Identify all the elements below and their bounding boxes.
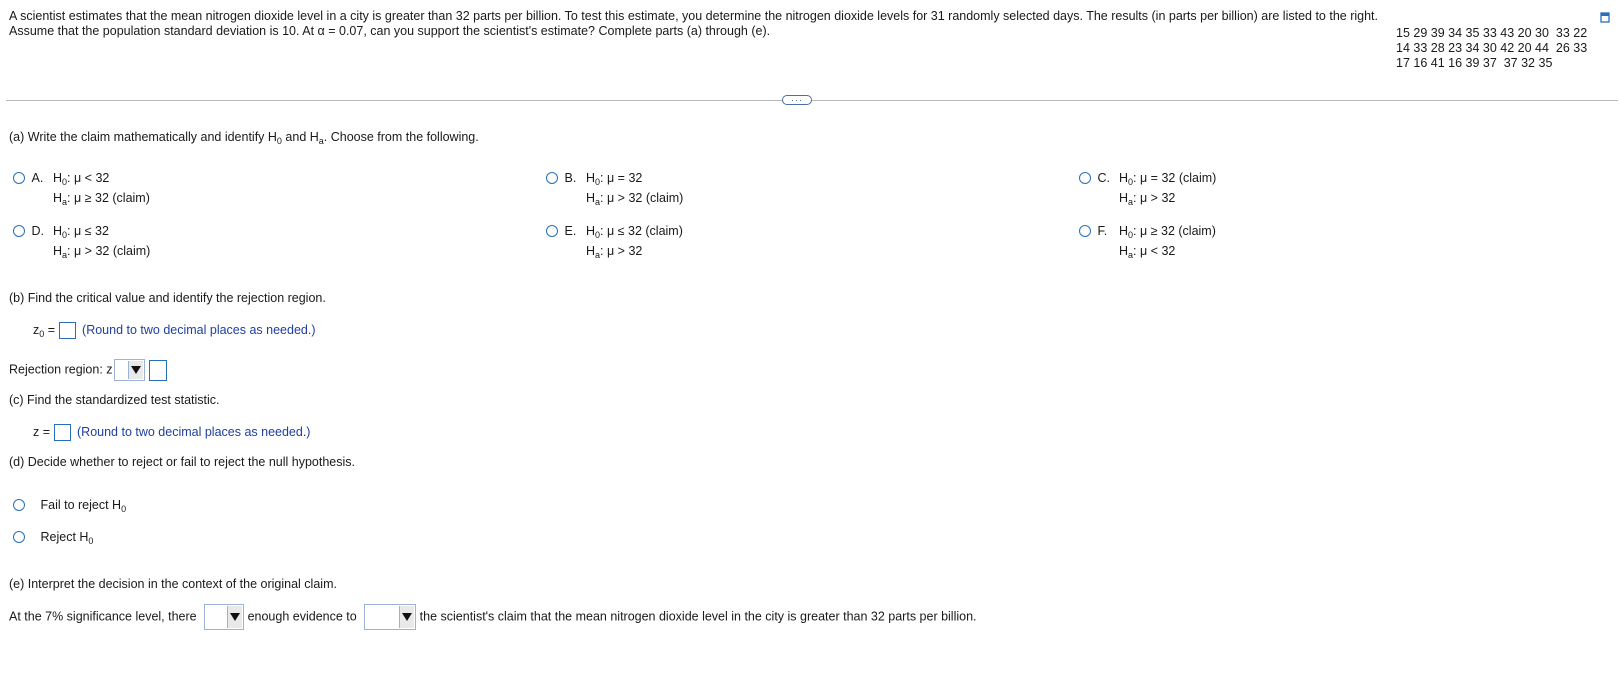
part-d-prompt: (d) Decide whether to reject or fail to reject the null hypothesis. [9, 455, 356, 469]
part-b-prompt: (b) Find the critical value and identify the rejection region. [9, 291, 326, 305]
option-letter: D. [31, 224, 44, 238]
critical-value-row: $z_0$ = (Round to two decimal places as needed.) [33, 322, 316, 339]
test-statistic-row [33, 424, 310, 441]
data-values [1396, 26, 1587, 71]
rejection-region-row [9, 359, 167, 381]
h0-line: $H_0$: μ ≥ 32 (claim) [1119, 224, 1216, 240]
option-d[interactable] [13, 221, 413, 265]
z0-label: $z_0$ [33, 322, 45, 339]
reject-label: Reject $H_0$ [40, 530, 94, 546]
fail-to-reject-label: Fail to reject $H_0$ [40, 498, 127, 514]
rounding-hint: (Round to two decimal places as needed.) [82, 322, 316, 337]
option-f[interactable] [1079, 221, 1479, 265]
chevron-down-icon [399, 606, 414, 628]
interpretation-text-pre: At the 7% significance level, there [9, 609, 197, 624]
evidence-dropdown[interactable] [204, 604, 244, 630]
data-row: 15 29 39 34 35 33 43 20 30 33 22 [1396, 26, 1588, 40]
h0-line: $H_0$: μ < 32 [53, 171, 110, 187]
chevron-down-icon [227, 606, 242, 628]
option-b[interactable] [546, 168, 946, 212]
reject-radio[interactable] [13, 531, 25, 543]
rejection-region-label: Rejection region: z [9, 362, 113, 377]
option-letter: F. [1097, 224, 1108, 238]
rounding-hint: (Round to two decimal places as needed.) [77, 424, 311, 439]
part-e-prompt: (e) Interpret the decision in the context of the original claim. [9, 577, 337, 591]
option-letter: A. [31, 171, 44, 185]
option-b-radio[interactable] [546, 172, 558, 184]
ha-line: $H_a$: μ > 32 [1119, 191, 1176, 207]
option-letter: E. [564, 224, 577, 238]
interpretation-row [9, 604, 977, 630]
rejection-value-input[interactable] [149, 360, 167, 381]
option-a[interactable] [13, 168, 413, 212]
chevron-down-icon [128, 361, 143, 379]
expand-more-button[interactable]: ··· [782, 95, 812, 105]
z-label: z = [33, 424, 51, 439]
option-f-radio[interactable] [1079, 225, 1091, 237]
h0-line: $H_0$: μ ≤ 32 [53, 224, 109, 240]
ha-line: $H_a$: μ > 32 [586, 244, 643, 260]
rejection-operator-dropdown[interactable] [114, 359, 145, 381]
h0-line: $H_0$: μ = 32 [586, 171, 643, 187]
option-a-radio[interactable] [13, 172, 25, 184]
data-row: 14 33 28 23 34 30 42 20 44 26 33 [1396, 41, 1588, 55]
h0-line: $H_0$: μ = 32 (claim) [1119, 171, 1217, 187]
h0-line: $H_0$: μ ≤ 32 (claim) [586, 224, 683, 240]
option-c[interactable] [1079, 168, 1479, 212]
ha-line: $H_a$: μ ≥ 32 (claim) [53, 191, 150, 207]
section-divider [6, 100, 1618, 101]
support-reject-dropdown[interactable] [364, 604, 416, 630]
option-letter: C. [1097, 171, 1110, 185]
decision-option-fail[interactable] [13, 498, 126, 512]
ha-line: $H_a$: μ > 32 (claim) [586, 191, 684, 207]
data-row: 17 16 41 16 39 37 37 32 35 [1396, 56, 1553, 70]
copy-icon[interactable] [1598, 11, 1612, 25]
option-letter: B. [564, 171, 577, 185]
option-e[interactable] [546, 221, 946, 265]
option-c-radio[interactable] [1079, 172, 1091, 184]
critical-value-input[interactable] [59, 322, 76, 339]
problem-statement: A scientist estimates that the mean nitrogen dioxide level in a city is greater than 32 parts per billion. To test this estimate, you determine the nitrogen dioxide levels for 31 randomly selected days. The results (in parts per billion) are listed to the right. Assume that the population standard deviation is 10. At α = 0.07, can you support the scientist's estimate? Complete parts (a) through (e). [9, 9, 1379, 38]
part-c-prompt: (c) Find the standardized test statistic. [9, 393, 220, 407]
interpretation-text-post: the scientist's claim that the mean nitrogen dioxide level in the city is greater than 32 parts per billion. [419, 609, 977, 624]
test-statistic-input[interactable] [54, 424, 71, 441]
interpretation-text-mid: enough evidence to [247, 609, 357, 624]
option-d-radio[interactable] [13, 225, 25, 237]
option-e-radio[interactable] [546, 225, 558, 237]
part-a-prompt: (a) Write the claim mathematically and identify $H_0$ and $H_a$. Choose from the following. [9, 130, 479, 146]
ha-line: $H_a$: μ < 32 [1119, 244, 1176, 260]
decision-option-reject[interactable] [13, 530, 93, 544]
fail-to-reject-radio[interactable] [13, 499, 25, 511]
ha-line: $H_a$: μ > 32 (claim) [53, 244, 151, 260]
